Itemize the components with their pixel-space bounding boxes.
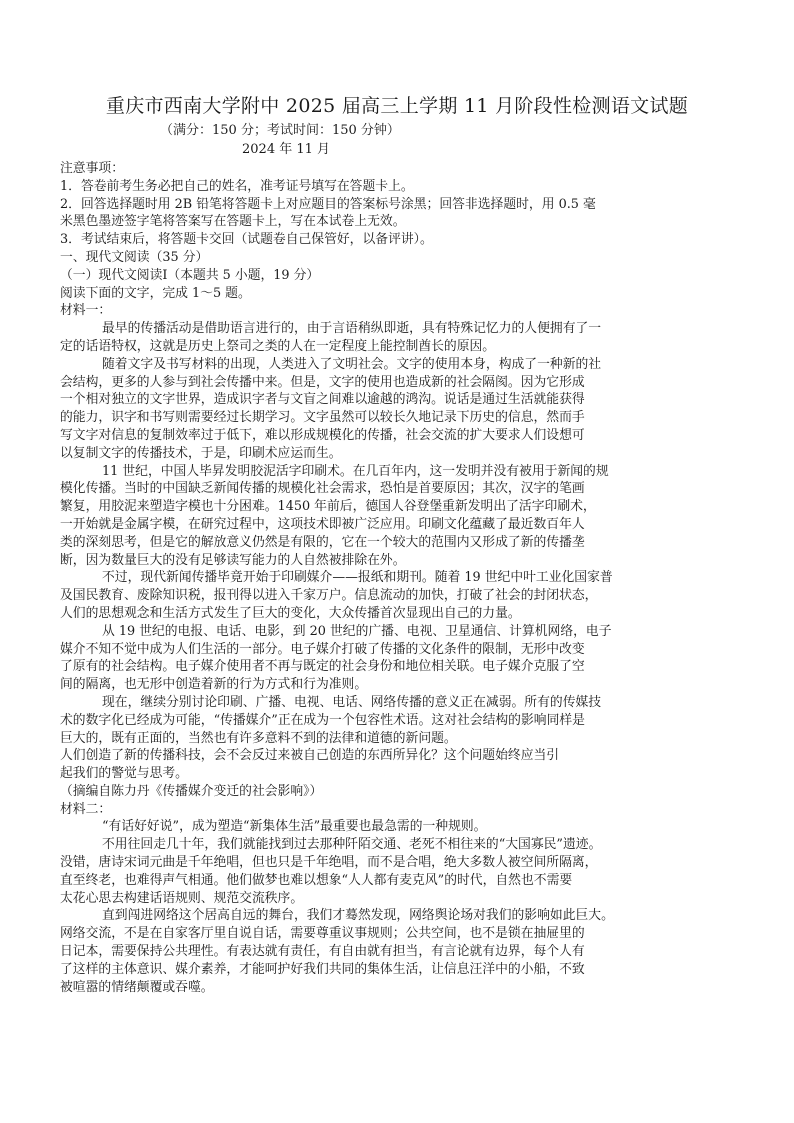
text-line: 的能力，识字和书写则需要经过长期学习。文字虽然可以较长久地记录下历史的信息，然而手	[60, 410, 585, 426]
text-line: 一开始就是金属字模，在研究过程中，这项技术即被广泛应用。印刷文化蕴藏了最近数百年人	[60, 516, 585, 532]
text-line: 以复制文字的传播技术，于是，印刷术应运而生。	[60, 445, 342, 461]
text-line: 人们创造了新的传播科技，会不会反过来被自己创造的东西所异化？这个问题始终应当引	[60, 748, 560, 764]
notice-heading: 注意事项：	[60, 161, 124, 176]
text-line: 人们的思想观念和生活方式发生了巨大的变化，大众传播首次显现出自己的力量。	[60, 605, 521, 621]
text-line: 从 19 世纪的电报、电话、电影，到 20 世纪的广播、电视、卫星通信、计算机网络，电子	[102, 623, 612, 639]
notice-item-3: 3．考试结束后，将答题卡交回（试题卷自己保管好，以备评讲）。	[60, 232, 433, 248]
text-line: 起我们的警觉与思考。	[60, 766, 188, 782]
material-two-label: 材料二：	[60, 801, 112, 817]
text-line: 日记本，需要保持公共理性。有表达就有责任，有自由就有担当，有言论就有边界，每个人有	[60, 944, 585, 960]
text-line: 定的话语特权，这就是历史上祭司之类的人在一定程度上能控制酋长的原因。	[60, 338, 496, 354]
text-line: 间的隔离，也无形中创造着新的行为方式和行为准则。	[60, 677, 368, 693]
text-line: 不过，现代新闻传播毕竟开始于印刷媒介——报纸和期刊。随着 19 世纪中叶工业化国家普	[102, 570, 613, 586]
notice-item-2-cont: 米黑色墨迹签字笔将答案写在答题卡上，写在本试卷上无效。	[60, 214, 406, 230]
notice-item-2: 2．回答选择题时用 2B 铅笔将答题卡上对应题目的答案标号涂黑；回答非选择题时，用 0.5 毫	[60, 196, 596, 212]
exam-date: 2024 年 11 月	[242, 142, 331, 157]
notice-item-1: 1．答卷前考生务必把自己的姓名，准考证号填写在答题卡上。	[60, 178, 414, 194]
text-line: 不用往回走几十年，我们就能找到过去那种阡陌交通、老死不相往来的“大国寡民”遗迹。	[102, 837, 602, 853]
subsection-heading: （一）现代文阅读Ⅰ（本题共 5 小题，19 分）	[60, 267, 320, 283]
text-line: 术的数字化已经成为可能，“传播媒介”正在成为一个包容性术语。这对社会结构的影响同样是	[60, 712, 585, 728]
text-line: 最早的传播活动是借助语言进行的，由于言语稍纵即逝，具有特殊记忆力的人便拥有了一	[102, 321, 602, 337]
exam-meta: （满分：150 分；考试时间：150 分钟）	[160, 123, 400, 138]
text-line: 了原有的社会结构。电子媒介使用者不再与既定的社会身份和地位相关联。电子媒介克服了空	[60, 659, 585, 675]
exam-title: 重庆市西南大学附中 2025 届高三上学期 11 月阶段性检测语文试题	[105, 95, 689, 117]
document-body	[60, 160, 736, 996]
text-line: 一个相对独立的文字世界，造成识字者与文盲之间难以逾越的鸿沟。说话是通过生活就能获得	[60, 392, 585, 408]
text-line: “有话好好说”，成为塑造“新集体生活”最重要也最急需的一种规则。	[102, 819, 487, 835]
text-line: 媒介不知不觉中成为人们生活的一部分。电子媒介打破了传播的文化条件的限制，无形中改变	[60, 641, 585, 657]
text-line: 被喧嚣的情绪颠覆或吞噬。	[60, 979, 214, 995]
text-line: 断，因为数量巨大的没有足够读写能力的人自然被排除在外。	[60, 552, 406, 568]
text-line: 现在，继续分别讨论印刷、广播、电视、电话、网络传播的意义正在减弱。所有的传媒技	[102, 694, 602, 710]
text-line: 类的深刻思考，但是它的解放意义仍然是有限的，它在一个较大的范围内又形成了新的传播垄	[60, 534, 585, 550]
text-line: 会结构，更多的人参与到社会传播中来。但是，文字的使用也造成新的社会隔阂。因为它形成	[60, 374, 585, 390]
material-one-label: 材料一：	[60, 303, 112, 319]
text-line: 繁复，用胶泥来塑造字模也十分困难。1450 年前后，德国人谷登堡重新发明出了活字印刷术，	[60, 499, 596, 515]
text-line: 直至终老，也难得声气相通。他们做梦也难以想象“人人都有麦克风”的时代，自然也不需要	[60, 872, 573, 888]
text-line: 写文字对信息的复制效率过于低下，难以形成规模化的传播，社会交流的扩大要求人们设想可	[60, 427, 585, 443]
text-line: 随着文字及书写材料的出现，人类进入了文明社会。文字的使用本身，构成了一种新的社	[102, 356, 602, 372]
source-citation: （摘编自陈力丹《传播媒介变迁的社会影响》）	[60, 783, 323, 799]
text-line: 没错，唐诗宋词元曲是千年绝唱，但也只是千年绝唱，而不是合唱，绝大多数人被空间所隔离，	[60, 855, 598, 871]
text-line: 直到闯进网络这个居高自远的舞台，我们才蓦然发现，网络舆论场对我们的影响如此巨大。	[102, 908, 614, 924]
text-line: 了这样的主体意识、媒介素养，才能呵护好我们共同的集体生活，让信息汪洋中的小船，不致	[60, 961, 585, 977]
text-line: 太花心思去构建话语规则、规范交流秩序。	[60, 890, 304, 906]
section-heading: 一、现代文阅读（35 分）	[60, 249, 209, 265]
text-line: 模化传播。当时的中国缺乏新闻传播的规模化社会需求，恐怕是首要原因；其次，汉字的笔画	[60, 481, 585, 497]
text-line: 巨大的，既有正面的，当然也有许多意料不到的法律和道德的新问题。	[60, 730, 457, 746]
text-line: 11 世纪，中国人毕昇发明胶泥活字印刷术。在几百年内，这一发明并没有被用于新闻的规	[102, 463, 609, 479]
reading-instruction: 阅读下面的文字，完成 1～5 题。	[60, 285, 251, 301]
text-line: 网络交流，不是在自家客厅里自说自话，需要尊重议事规则；公共空间，也不是锁在抽屉里的	[60, 926, 585, 942]
text-line: 及国民教育、废除知识税，报刊得以进入千家万户。信息流动的加快，打破了社会的封闭状态，	[60, 588, 598, 604]
